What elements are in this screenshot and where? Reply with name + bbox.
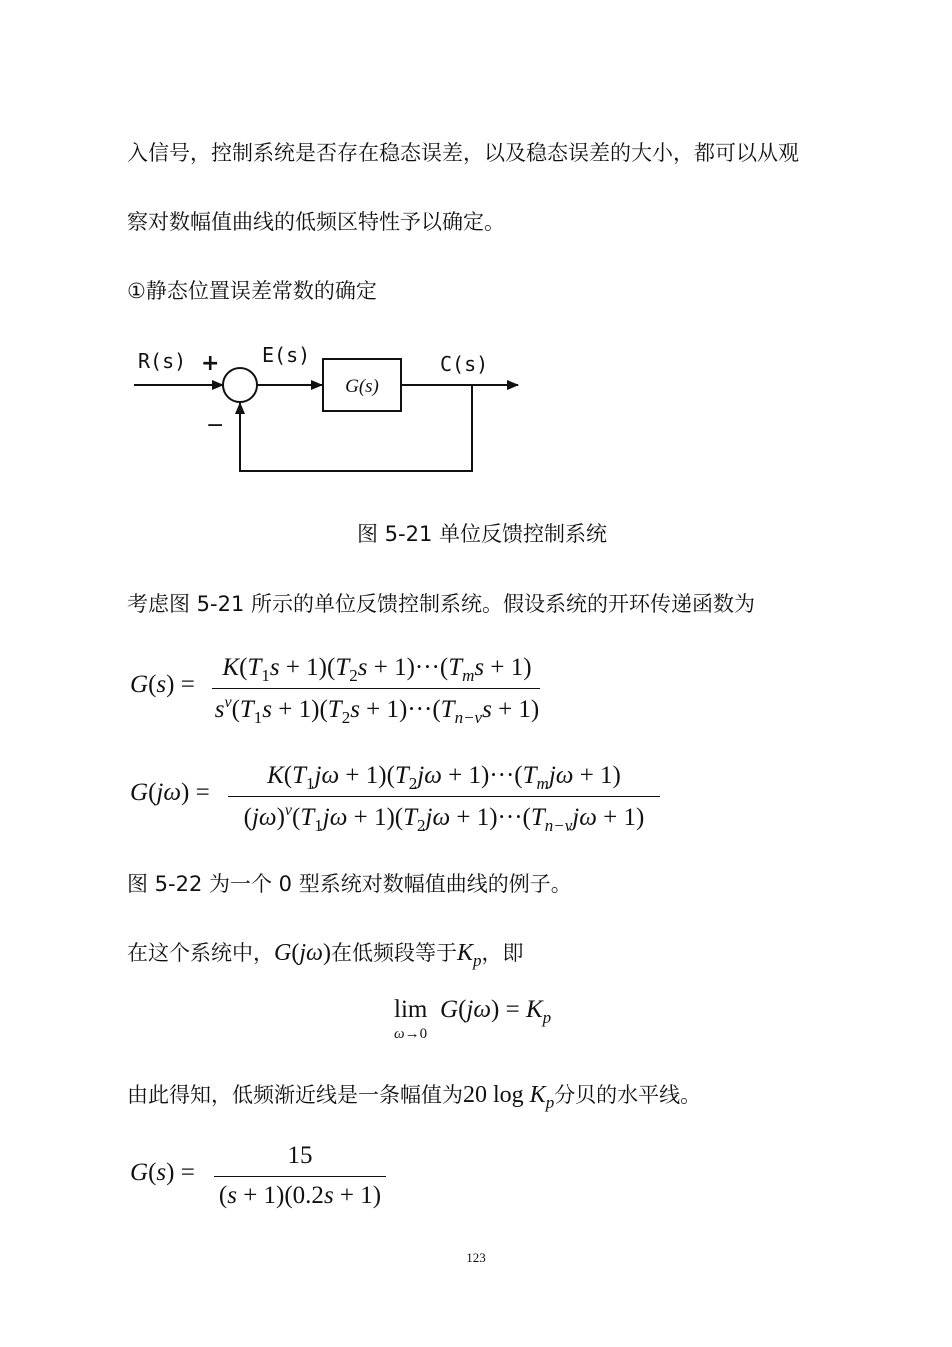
equation-example-tf: G(s) = 15 (s + 1)(0.2s + 1) — [130, 1142, 410, 1217]
section-heading: ①静态位置误差常数的确定 — [127, 279, 377, 303]
output-label: C(s) — [440, 352, 489, 376]
equation-open-loop-jw: G(jω) = $K(T_1j\omega + 1)(T_2j\omega + 1)\cdot\cdot\cdot(T_mj\omega + 1)$ $(j\omega)^\nu(T_1j\omega + 1)(T_2j\omega + 1)\cdot\cdot\cdot(T_{n-\nu}j\omega + 1)$ — [130, 762, 670, 837]
asymptote-text-1: 由此得知，低频渐近线是一条幅值为 — [127, 1083, 463, 1107]
inline-math-20logkp: 20 $\log K_p$ — [463, 1082, 555, 1112]
document-page: 入信号，控制系统是否存在稳态误差，以及稳态误差的大小，都可以从观 察对数幅值曲线的低频区特性予以确定。 ①静态位置误差常数的确定 R(s) + − E(s) G(s) C(s) 图 5-21 单位反馈控制系统 考虑图 5-21 所示的单位反馈控制系统。假设系统的开环传递函数为 G(s) = $K(T_1s + 1)(T_2s + 1)\cdot\cdot\cdot(T_ms + 1)$ $s^\nu(T_1s + 1)(T_2s + 1)\cdot\cdot\cdot(T_{n-\nu}s + 1)$ G(jω) = $K(T_1j\omega + 1)(T_2j\omega + 1)\cdot\cdot\cdot(T_mj\omega + 1)$ $(j\omega)^\nu(T_1j\omega + 1)(T_2j\omega + 1)\cdot\cdot\cdot(T_{n-\nu}j\omega + 1)$ 图 5-22 为一个 0 型系统对数幅值曲线的例子。 在这个系统中，G(jω)在低频段等于$K_p$，即 lim ω→0 $G(j\omega) = K_p$ 由此得知，低频渐近线是一条幅值为20 $\log K_p$分贝的水平线。 G(s) = 15 (s + 1)(0.2s + 1) 123 — [0, 0, 952, 1347]
asymptote-sentence — [127, 1081, 701, 1117]
paragraph-line-2: 察对数幅值曲线的低频区特性予以确定。 — [127, 210, 505, 234]
low-freq-text-2: 在低频段等于 — [330, 941, 457, 965]
equation-open-loop-s: G(s) = $K(T_1s + 1)(T_2s + 1)\cdot\cdot\cdot(T_ms + 1)$ $s^\nu(T_1s + 1)(T_2s + 1)\cdot\cdot\cdot(T_{n-\nu}s + 1)$ — [130, 654, 540, 727]
block-label: G(s) — [345, 376, 379, 397]
example-tf-numerator: 15 — [287, 1142, 313, 1169]
intro-sentence: 考虑图 5-21 所示的单位反馈控制系统。假设系统的开环传递函数为 — [127, 592, 756, 616]
example-sentence: 图 5-22 为一个 0 型系统对数幅值曲线的例子。 — [127, 872, 572, 896]
low-freq-text-1: 在这个系统中， — [127, 941, 274, 965]
figure-caption: 图 5-21 单位反馈控制系统 — [357, 522, 608, 546]
paragraph-line-1: 入信号，控制系统是否存在稳态误差，以及稳态误差的大小，都可以从观 — [127, 141, 799, 165]
low-frequency-sentence — [127, 939, 523, 975]
page-number: 123 — [466, 1250, 486, 1265]
error-label: E(s) — [262, 343, 311, 367]
asymptote-text-2: 分贝的水平线。 — [554, 1083, 702, 1107]
low-freq-text-3: ，即 — [481, 941, 524, 965]
minus-sign: − — [206, 413, 225, 438]
block-diagram — [120, 335, 540, 485]
input-label: R(s) — [138, 349, 187, 373]
plus-sign: + — [201, 351, 220, 376]
summing-junction — [223, 368, 257, 402]
inline-math-gjw: G(jω) — [274, 940, 331, 966]
inline-math-kp: $K_p$ — [456, 940, 482, 970]
